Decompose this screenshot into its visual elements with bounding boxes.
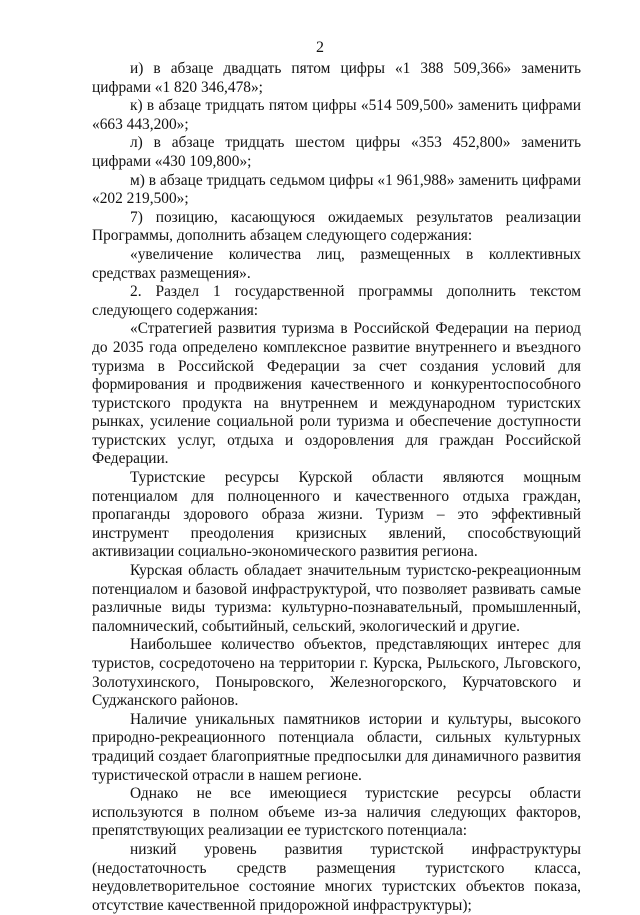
paragraph-objects-count: Наибольшее количество объектов, представляющих интерес для туристов, сосредоточено на территории г. Курска, Рыльского, Льговского, Золотухинского, Поныровского, Железногорского, Курчатовского и Суджанского районов.	[92, 636, 581, 710]
paragraph-amend-l: л) в абзаце тридцать шестом цифры «353 452,800» заменить цифрами «430 109,800»;	[92, 134, 581, 170]
page-number: 2	[316, 39, 324, 56]
paragraph-amend-m: м) в абзаце тридцать седьмом цифры «1 961,988» заменить цифрами «202 219,500»;	[92, 171, 581, 208]
paragraph-strategy: «Стратегией развития туризма в Российской Федерации на период до 2035 года определено комплексное развитие внутреннего и въездного туризма в Российской Федерации за счет создания условий для формирования и продвижения качественного и конкурентоспособного туристского продукта на внутреннем и международном туристских рынках, усиление социальной роли туризма и обеспечение доступности туристских услуг, отдыха и оздоровления для граждан Российской Федерации.	[92, 320, 581, 468]
paragraph-resources-usage: Однако не все имеющиеся туристские ресурсы области используются в полном объеме из-за наличия следующих факторов, препятствующих реализации ее туристского потенциала:	[92, 785, 581, 840]
paragraph-quote-accommodation: «увеличение количества лиц, размещенных в коллективных средствах размещения».	[92, 245, 581, 282]
paragraph-unique-monuments: Наличие уникальных памятников истории и культуры, высокого природно-рекреационного потенциала области, сильных культурных традиций создает благоприятные предпосылки для динамичного развития туристической отрасли в нашем регионе.	[92, 710, 581, 784]
paragraph-tourist-resources: Туристские ресурсы Курской области являются мощным потенциалом для полноценного и качественного отдыха граждан, пропаганды здорового образа жизни. Туризм – это эффективный инструмент преодоления кризисных явлений, способствующий активизации социально-экономического развития региона.	[92, 469, 581, 561]
paragraph-kursk-potential: Курская область обладает значительным туристско-рекреационным потенциалом и базовой инфраструктурой, что позволяет развивать самые различные виды туризма: культурно-познавательный, промышленный, паломнический, событийный, сельский, экологический и другие.	[92, 562, 581, 635]
document-body	[92, 60, 581, 915]
paragraph-low-infrastructure: низкий уровень развития туристской инфраструктуры (недостаточность средств размещения туристского класса, неудовлетворительное состояние многих туристских объектов показа, отсутствие качественной придорожной инфраструктуры);	[92, 840, 581, 914]
paragraph-amend-i: и) в абзаце двадцать пятом цифры «1 388 509,366» заменить цифрами «1 820 346,478»;	[92, 60, 581, 96]
paragraph-amend-k: к) в абзаце тридцать пятом цифры «514 509,500» заменить цифрами «663 443,200»;	[92, 97, 581, 133]
paragraph-item-7: 7) позицию, касающуюся ожидаемых результатов реализации Программы, дополнить абзацем следующего содержания:	[92, 208, 581, 245]
paragraph-section-2: 2. Раздел 1 государственной программы дополнить текстом следующего содержания:	[92, 283, 581, 319]
